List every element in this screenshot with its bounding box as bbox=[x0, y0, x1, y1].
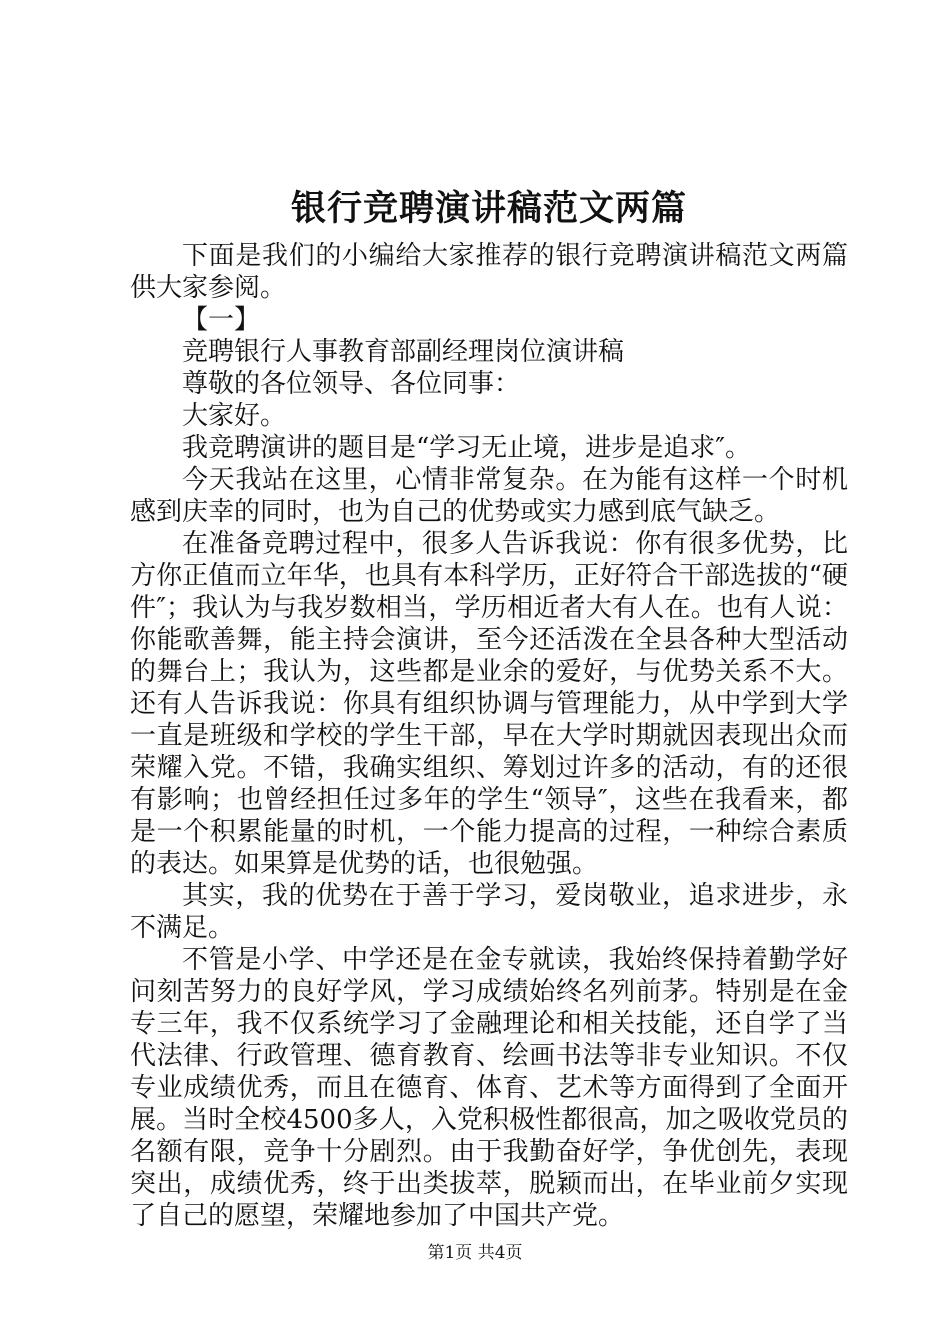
paragraph-section-marker: 【一】 bbox=[182, 305, 261, 335]
paragraph-preparation: 在准备竞聘过程中，很多人告诉我说：你有很多优势，比方你正值而立年华，也具有本科学历，正好符合干部选拔的“硬件″；我认为与我岁数相当，学历相近者大有人在。也有人说：你能歌善舞，能主持会演讲，至今还活泼在全县各种大型活动的舞台上；我认为，这些都是业余的爱好，与优势关系不大。还有人告诉我说：你具有组织协调与管理能力，从中学到大学一直是班级和学校的学生干部，早在大学时期就因表现出众而荣耀入党。不错，我确实组织、筹划过许多的活动，有的还很有影响；也曾经担任过多年的学生“领导″，这些在我看来，都是一个积累能量的时机，一个能力提高的过程，一种综合素质的表达。如果算是优势的话，也很勉强。 bbox=[130, 529, 848, 879]
paragraph-advantage: 其实，我的优势在于善于学习，爱岗敬业，追求进步，永不满足。 bbox=[130, 881, 848, 943]
paragraph-intro: 下面是我们的小编给大家推荐的银行竞聘演讲稿范文两篇供大家参阅。 bbox=[130, 241, 848, 303]
paragraph-feelings: 今天我站在这里，心情非常复杂。在为能有这样一个时机感到庆幸的同时，也为自己的优势或实力感到底气缺乏。 bbox=[130, 465, 848, 527]
document-page bbox=[130, 184, 848, 1232]
paragraph-study: 不管是小学、中学还是在金专就读，我始终保持着勤学好问刻苦努力的良好学风，学习成绩始终名列前茅。特别是在金专三年，我不仅系统学习了金融理论和相关技能，还自学了当代法律、行政管理、德育教育、绘画书法等非专业知识。不仅专业成绩优秀，而且在德育、体育、艺术等方面得到了全面开展。当时全校4500多人，入党积极性都很高，加之吸收党员的名额有限，竞争十分剧烈。由于我勤奋好学，争优创先，表现突出，成绩优秀，终于出类拔萃，脱颖而出，在毕业前夕实现了自己的愿望，荣耀地参加了中国共产党。 bbox=[130, 945, 848, 1231]
document-title: 银行竞聘演讲稿范文两篇 bbox=[290, 188, 687, 229]
paragraph-salutation: 尊敬的各位领导、各位同事： bbox=[182, 369, 521, 399]
paragraph-topic: 我竞聘演讲的题目是“学习无止境，进步是追求″。 bbox=[182, 433, 752, 463]
paragraph-speech-title: 竞聘银行人事教育部副经理岗位演讲稿 bbox=[182, 337, 625, 367]
page-footer: 第1页 共4页 bbox=[427, 1243, 523, 1263]
paragraph-greeting: 大家好。 bbox=[182, 401, 287, 431]
